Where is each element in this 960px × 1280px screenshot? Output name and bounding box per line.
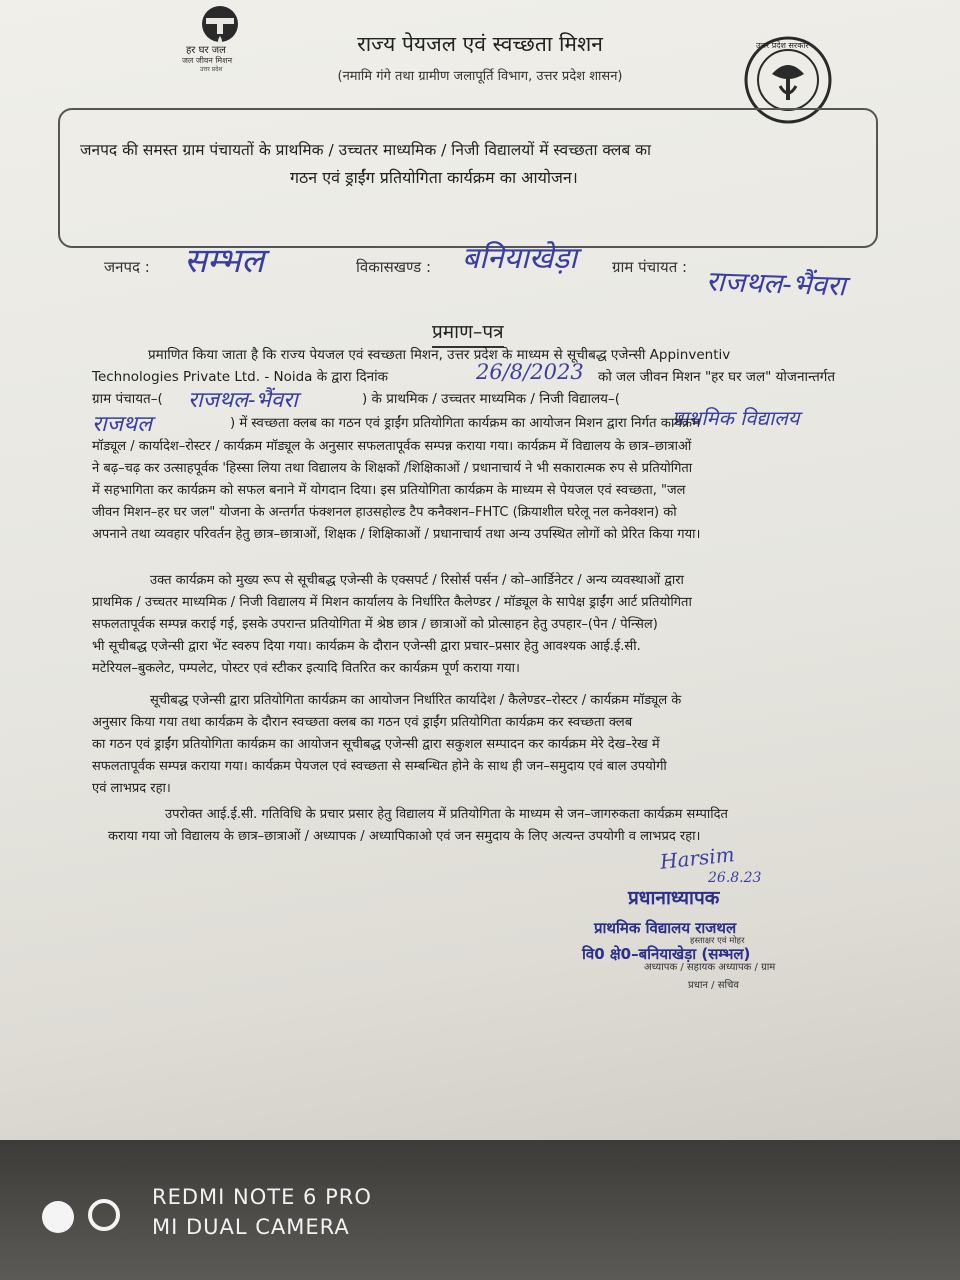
p1-school-name-handwritten: राजथल (92, 412, 152, 437)
block-value: बनियाखेड़ा (462, 241, 578, 276)
lens-dot-outline-icon (88, 1199, 120, 1231)
p1-date: 26/8/2023 (476, 360, 584, 384)
p4-line-1: उपरोक्त आई.ई.सी. गतिविधि के प्रचार प्रसार हेतु विद्यालय में प्रतियोगिता के माध्यम से जन–जागरुकता कार्यक्रम सम्पादित (165, 807, 728, 822)
handwritten-signature: Harsim (658, 842, 736, 874)
p2-line-3: सफलतापूर्वक सम्पन्न कराई गई, इसके उपरान्त प्रतियोगिता में श्रेष्ठ छात्र / छात्राओं को प्रोत्साहन हेतु उपहार–(पेन / पेन्सिल) (92, 617, 658, 632)
logo-text-1: हर घर जल (186, 45, 226, 56)
lens-dot-filled-icon (42, 1201, 74, 1233)
panchayat-value: राजथल-भैंवरा (705, 264, 847, 303)
logo-text-3: उत्तर प्रदेश (200, 66, 223, 73)
stamp-designation: प्रधानाध्यापक (628, 887, 720, 909)
p1-school-handwritten: प्राथमिक विद्यालय (672, 406, 800, 430)
printed-role-label: अध्यापक / सहायक अध्यापक / ग्राम (644, 962, 776, 973)
p1-line-4b: ) में स्वच्छता क्लब का गठन एवं ड्राईंग प्रतियोगिता कार्यक्रम का आयोजन मिशन द्वारा निर्गत कार्यक्रम (230, 416, 700, 431)
printed-role-label-2: प्रधान / सचिव (688, 980, 739, 991)
p1-line-6: ने बढ़–चढ़ कर उत्साहपूर्वक 'हिस्सा लिया तथा विद्यालय के शिक्षकों /शिक्षिकाओं / प्रधानाचार्य ने भी सकारात्मक रुप से प्रतियोगिता (92, 461, 693, 476)
certificate-title: प्रमाण–पत्र (432, 318, 504, 348)
p2-line-4: भी सूचीबद्ध एजेन्सी द्वारा भेंट स्वरुप दिया गया। कार्यक्रम के दौरान एजेन्सी द्वारा प्रचार–प्रसार हेतु आवश्यक आई.ई.सी. (92, 639, 641, 654)
signature-block (560, 840, 830, 1000)
topic-line-2: गठन एवं ड्राईंग प्रतियोगिता कार्यक्रम का आयोजन। (290, 168, 578, 187)
topic-box (58, 108, 878, 248)
p2-line-1: उक्त कार्यक्रम को मुख्य रूप से सूचीबद्ध एजेन्सी के एक्सपर्ट / रिसोर्स पर्सन / को–आर्डिनेटर / अन्य व्यवस्थाओं द्वारा (150, 573, 684, 588)
p1-gp-handwritten: राजथल-भैंवरा (188, 388, 298, 413)
panchayat-label: ग्राम पंचायत : (612, 258, 688, 276)
p3-line-1: सूचीबद्ध एजेन्सी द्वारा प्रतियोगिता कार्यक्रम का आयोजन निर्धारित कार्यादेश / कैलेण्डर–रोस्टर / कार्यक्रम मॉड्यूल के (150, 693, 682, 708)
p3-line-4: सफलतापूर्वक सम्पन्न कराया गया। कार्यक्रम पेयजल एवं स्वच्छता से सम्बन्धित होने के साथ ही जन–समुदाय एवं बाल उपयोगी (92, 759, 667, 774)
p1-line-2a: Technologies Private Ltd. - Noida के द्वारा दिनांक (92, 369, 388, 385)
p1-line-3a: ग्राम पंचायत–( (92, 391, 163, 407)
emblem-text: उत्तर प्रदेश सरकार (756, 41, 809, 50)
district-label: जनपद : (104, 258, 150, 276)
p1-line-8: जीवन मिशन–हर घर जल" योजना के अन्तर्गत फंक्शनल हाउसहोल्ड टैप कनैक्शन–FHTC (क्रियाशील घरेलू नल कनेक्शन) को (92, 505, 677, 520)
p1-line-7: में सहभागिता कर कार्यक्रम को सफल बनाने में योगदान दिया। इस प्रतियोगिता कार्यक्रम के माध्यम से पेयजल एवं स्वच्छता, "जल (92, 483, 686, 498)
stamp-block: वि0 क्षे0–बनियाखेड़ा (सम्भल) (582, 945, 751, 963)
header-subtitle: (नमामि गंगे तथा ग्रामीण जलापूर्ति विभाग, उत्तर प्रदेश शासन) (337, 69, 623, 84)
p1-line-5: मॉड्यूल / कार्यादेश–रोस्टर / कार्यक्रम मॉड्यूल के अनुसार सफलतापूर्वक सम्पन्न कराया गया। कार्यक्रम में विद्यालय के छात्र–छात्राओं (92, 439, 692, 454)
p2-line-2: प्राथमिक / उच्चतर माध्यमिक / निजी विद्यालय में मिशन कार्यालय के निर्धारित कैलेण्डर / मॉड्यूल के सापेक्ष ड्राईंग आर्ट प्रतियोगिता (92, 595, 692, 610)
p1-line-2b: को जल जीवन मिशन "हर घर जल" योजनान्तर्गत (598, 369, 836, 385)
p2-line-5: मटेरियल–बुकलेट, पम्पलेट, पोस्टर एवं स्टीकर इत्यादि वितरित कर कार्यक्रम पूर्ण कराया गया। (92, 661, 520, 676)
p1-line-3b: ) के प्राथमिक / उच्चतर माध्यमिक / निजी विद्यालय–( (362, 391, 620, 407)
header-title: राज्य पेयजल एवं स्वच्छता मिशन (357, 32, 603, 56)
background-surface (0, 1140, 960, 1280)
logo-text-2: जल जीवन मिशन (182, 56, 233, 65)
camera-model: REDMI NOTE 6 PRO (152, 1185, 372, 1209)
handwritten-sign-date: 26.8.23 (708, 870, 762, 886)
p3-line-2: अनुसार किया गया तथा कार्यक्रम के दौरान स्वच्छता क्लब का गठन एवं ड्राईंग प्रतियोगिता कार्यक्रम कर स्वच्छता क्लब (92, 715, 633, 730)
topic-line-1: जनपद की समस्त ग्राम पंचायतों के प्राथमिक / उच्चतर माध्यमिक / निजी विद्यालयों में स्वच्छता क्लब का (80, 141, 652, 159)
p4-line-2: कराया गया जो विद्यालय के छात्र–छात्राओं / अध्यापक / अध्यापिकाओ एवं जन समुदाय के लिए अत्यन्त उपयोगी व लाभप्रद रहा। (108, 829, 701, 844)
stamp-school: प्राथमिक विद्यालय राजथल (594, 919, 737, 937)
printed-sign-label: हस्ताक्षर एवं मोहर (690, 936, 745, 946)
block-label: विकासखण्ड : (356, 258, 432, 276)
p3-line-5: एवं लाभप्रद रहा। (92, 781, 171, 796)
p1-line-1: प्रमाणित किया जाता है कि राज्य पेयजल एवं स्वच्छता मिशन, उत्तर प्रदेश के माध्यम से सूचीबद्ध एजेन्सी Appinventiv (148, 347, 731, 363)
p1-line-9: अपनाने तथा व्यवहार परिवर्तन हेतु छात्र–छात्राओं, शिक्षक / शिक्षिकाओं / प्रधानाचार्य तथा अन्य उपस्थित लोगों को प्रेरित किया गया। (92, 527, 701, 542)
p3-line-3: का गठन एवं ड्राईंग प्रतियोगिता कार्यक्रम का आयोजन सूचीबद्ध एजेन्सी द्वारा सकुशल सम्पादन कर कार्यक्रम मेरे देख–रेख में (92, 737, 660, 752)
camera-type: MI DUAL CAMERA (152, 1215, 350, 1239)
district-value: सम्भल (184, 241, 265, 281)
